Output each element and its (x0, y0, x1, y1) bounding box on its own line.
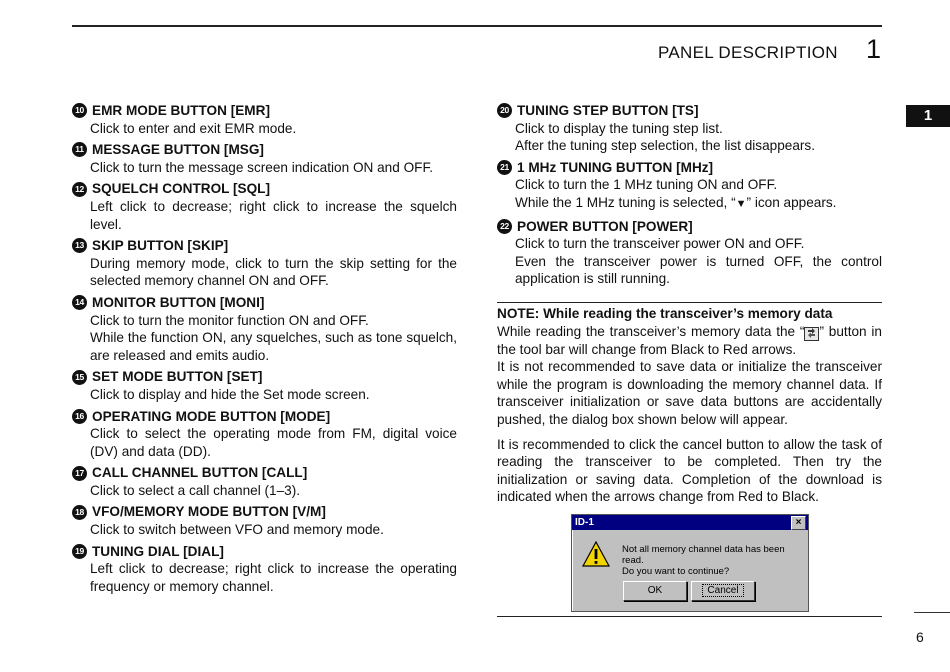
text-fragment: While reading the transceiver’s memory data the “ (497, 323, 805, 339)
page-number: 6 (916, 629, 924, 645)
item-description-extra: While the function ON, any squelches, such as tone squelch, are released and emits audio. (90, 330, 457, 363)
item-description: Click to turn the message screen indication ON and OFF. (90, 159, 434, 175)
number-badge: 13 (72, 238, 87, 253)
item-title: SET MODE BUTTON [SET] (92, 369, 263, 385)
section-title: PANEL DESCRIPTION (658, 43, 838, 62)
list-item (497, 218, 882, 288)
section-number: 1 (866, 34, 882, 64)
item-description-extra (497, 194, 882, 214)
item-description: Click to switch between VFO and memory mode. (90, 522, 384, 538)
list-item (72, 180, 457, 233)
list-item (72, 408, 457, 461)
list-item (72, 237, 457, 290)
text-fragment: While the 1 MHz tuning is selected, “ (515, 194, 736, 210)
item-title: SQUELCH CONTROL [SQL] (92, 181, 270, 197)
item-title: OPERATING MODE BUTTON [MODE] (92, 408, 331, 424)
number-badge: 16 (72, 409, 87, 424)
number-badge: 22 (497, 219, 512, 234)
text-fragment: ” button in the tool bar will change from Black to Red arrows. (497, 323, 882, 357)
item-description: Click to turn the 1 MHz tuning ON and OFF. (515, 177, 778, 193)
dialog-message (622, 544, 808, 577)
close-button[interactable]: × (791, 516, 806, 530)
item-title: 1 MHz TUNING BUTTON [MHz] (517, 159, 714, 175)
list-item (497, 102, 882, 155)
item-title: TUNING DIAL [DIAL] (92, 543, 224, 559)
download-arrows-icon (804, 327, 819, 341)
note-title: NOTE: While reading the transceiver’s memory data (497, 306, 833, 321)
item-description: Click to display and hide the Set mode screen. (90, 386, 370, 402)
item-title: POWER BUTTON [POWER] (517, 218, 693, 234)
dialog-message-line: Not all memory channel data has been read. (622, 544, 785, 566)
list-item (72, 368, 457, 403)
number-badge: 19 (72, 544, 87, 559)
note-paragraph: It is not recommended to save data or initialize the transceiver while the program is downloading the memory channel data. If transceiver initialization or save data buttons are accidentally pushed, the dialog box shown below will appear. (497, 359, 882, 427)
list-item (72, 464, 457, 499)
triangle-down-icon: ▼ (735, 197, 747, 210)
item-title: MONITOR BUTTON [MONI] (92, 294, 265, 310)
item-title: EMR MODE BUTTON [EMR] (92, 103, 270, 118)
item-description: Click to display the tuning step list. (515, 120, 723, 136)
number-badge: 21 (497, 160, 512, 175)
item-title: MESSAGE BUTTON [MSG] (92, 142, 264, 158)
list-item (72, 102, 457, 137)
dialog-message-line: Do you want to continue? (622, 566, 730, 577)
item-title: SKIP BUTTON [SKIP] (92, 238, 229, 254)
list-item (72, 543, 457, 596)
item-title: TUNING STEP BUTTON [TS] (517, 103, 699, 118)
item-description: During memory mode, click to turn the skip setting for the selected memory channel ON and OFF. (90, 255, 457, 289)
list-item (72, 294, 457, 364)
right-column (497, 102, 882, 292)
item-description: Left click to decrease; right click to increase the squelch level. (90, 198, 457, 232)
left-column (72, 102, 457, 599)
number-badge: 17 (72, 466, 87, 481)
dialog-title-bar (572, 515, 808, 530)
item-description: Left click to decrease; right click to increase the operating frequency or memory channel. (90, 561, 457, 594)
note-paragraph: It is recommended to click the cancel button to allow the task of reading the transceiver to be completed. Then try the initialization or saving data. Completion of the download is indicated when the arrows change from Red to Black. (497, 436, 882, 505)
cancel-button-label: Cancel (702, 584, 743, 597)
list-item (72, 503, 457, 538)
note-box (497, 302, 882, 520)
number-badge: 14 (72, 295, 87, 310)
item-description: Click to select a call channel (1–3). (90, 482, 301, 498)
chapter-tab: 1 (906, 105, 950, 127)
item-description: Click to turn the monitor function ON and OFF. (90, 312, 369, 328)
ok-button[interactable]: OK (623, 581, 687, 601)
page-number-rule (914, 612, 950, 613)
number-badge: 18 (72, 505, 87, 520)
item-description-extra: Even the transceiver power is turned OFF, the control application is still running. (515, 253, 882, 287)
item-description-extra: After the tuning step selection, the list disappears. (515, 138, 815, 154)
list-item (72, 141, 457, 176)
number-badge: 10 (72, 103, 87, 118)
number-badge: 20 (497, 103, 512, 118)
item-title: VFO/MEMORY MODE BUTTON [V/M] (92, 504, 326, 520)
item-description: Click to select the operating mode from FM, digital voice (DV) and data (DD). (90, 426, 457, 459)
number-badge: 12 (72, 182, 87, 197)
confirm-dialog (571, 514, 809, 612)
cancel-button[interactable] (691, 581, 755, 601)
item-description: Click to enter and exit EMR mode. (90, 120, 297, 136)
list-item (497, 159, 882, 214)
warning-icon (582, 541, 610, 572)
dialog-title: ID-1 (575, 517, 594, 528)
number-badge: 15 (72, 370, 87, 385)
text-fragment: ” icon appears. (746, 194, 837, 210)
bottom-rule (497, 616, 882, 617)
item-title: CALL CHANNEL BUTTON [CALL] (92, 465, 308, 481)
note-paragraph (497, 323, 882, 359)
item-description: Click to turn the transceiver power ON and OFF. (515, 236, 805, 252)
number-badge: 11 (72, 142, 87, 157)
top-rule (72, 25, 882, 27)
